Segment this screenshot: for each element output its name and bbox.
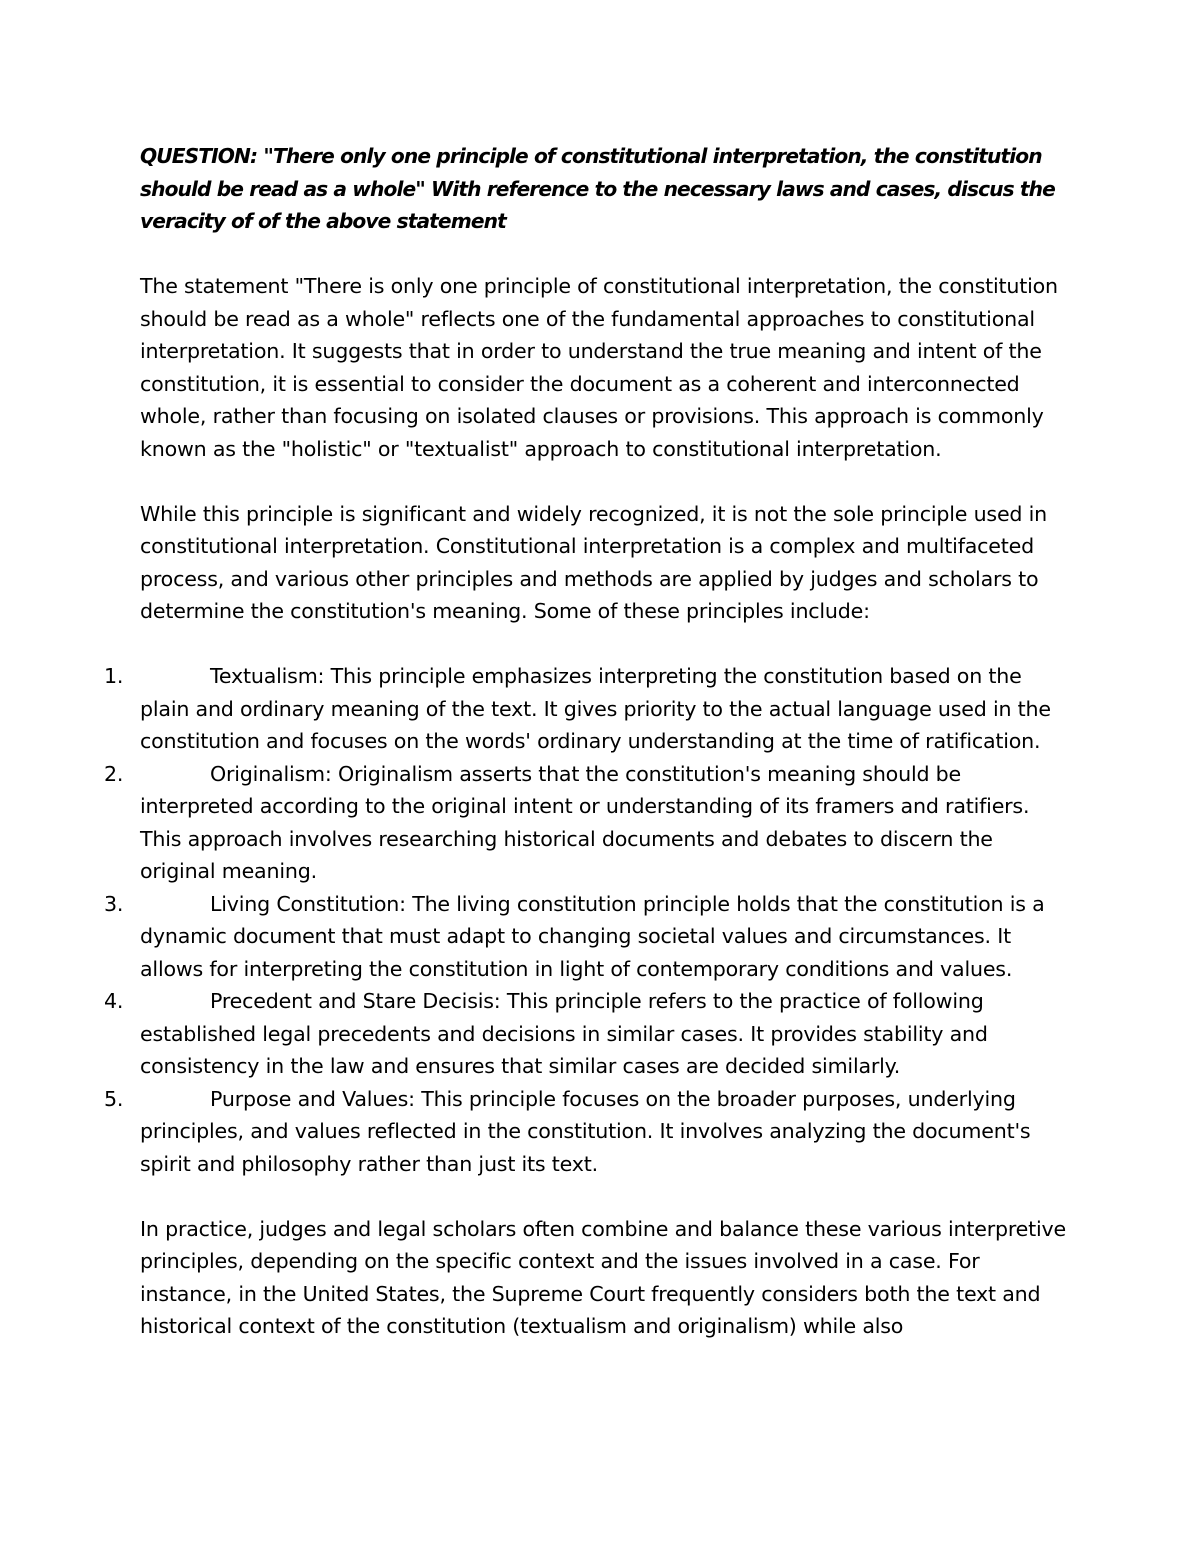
list-item-text: Originalism: Originalism asserts that the constitution's meaning should be interpreted according to the original intent or understanding of its framers and ratifiers. This approach involves researching historical documents and debates to discern the original meaning. <box>140 761 1030 883</box>
intro-paragraph: The statement "There is only one principle of constitutional interpretation, the constitution should be read as a whole" reflects one of the fundamental approaches to constitutional interpretation. It suggests that in order to understand the true meaning and intent of the constitution, it is essential to consider the document as a coherent and interconnected whole, rather than focusing on isolated clauses or provisions. This approach is commonly known as the "holistic" or "textualist" approach to constitutional interpretation. <box>140 274 1058 461</box>
document-page <box>104 140 1070 1343</box>
principles-list <box>104 660 1070 1180</box>
list-item <box>104 758 1070 888</box>
list-item <box>104 888 1070 986</box>
list-item <box>104 660 1070 758</box>
spacer <box>140 628 1070 661</box>
question-text: "There only one principle of constitutional interpretation, the constitution should be read as a whole" With reference to the necessary laws and cases, discus the veracity of of the above statement <box>140 144 1055 233</box>
list-item-text: Textualism: This principle emphasizes interpreting the constitution based on the plain and ordinary meaning of the text. It gives priority to the actual language used in the constitution and focuses on the words' ordinary understanding at the time of ratification. <box>140 664 1051 753</box>
list-number: 5. <box>104 1086 124 1111</box>
question-heading <box>140 140 1070 238</box>
list-number: 1. <box>104 664 124 688</box>
list-item-text: Precedent and Stare Decisis: This principle refers to the practice of following established legal precedents and decisions in similar cases. It provides stability and consistency in the law and ensures that similar cases are decided similarly. <box>140 989 988 1078</box>
list-item-text: Purpose and Values: This principle focuses on the broader purposes, underlying principles, and values reflected in the constitution. It involves analyzing the document's spirit and philosophy rather than just its text. <box>140 1086 1031 1176</box>
question-label: QUESTION: <box>140 144 258 168</box>
list-number: 3. <box>104 891 124 916</box>
closing-paragraph: In practice, judges and legal scholars often combine and balance these various interpretive principles, depending on the specific context and the issues involved in a case. For instance, in the United States, the Supreme Court frequently considers both the text and historical context of the constitution (textualism and originalism) while also <box>140 1216 1066 1338</box>
list-item <box>104 1083 1070 1181</box>
list-item <box>104 985 1070 1083</box>
principles-intro-paragraph: While this principle is significant and widely recognized, it is not the sole principle used in constitutional interpretation. Constitutional interpretation is a complex and multifaceted process, and various other principles and methods are applied by judges and scholars to determine the constitution's meaning. Some of these principles include: <box>140 501 1048 623</box>
list-number: 2. <box>104 761 124 786</box>
spacer <box>140 1180 1070 1213</box>
spacer <box>140 238 1070 271</box>
list-number: 4. <box>104 989 124 1013</box>
list-item-text: Living Constitution: The living constitution principle holds that the constitution is a dynamic document that must adapt to changing societal values and circumstances. It allows for interpreting the constitution in light of contemporary conditions and values. <box>140 891 1045 981</box>
spacer <box>140 465 1070 498</box>
